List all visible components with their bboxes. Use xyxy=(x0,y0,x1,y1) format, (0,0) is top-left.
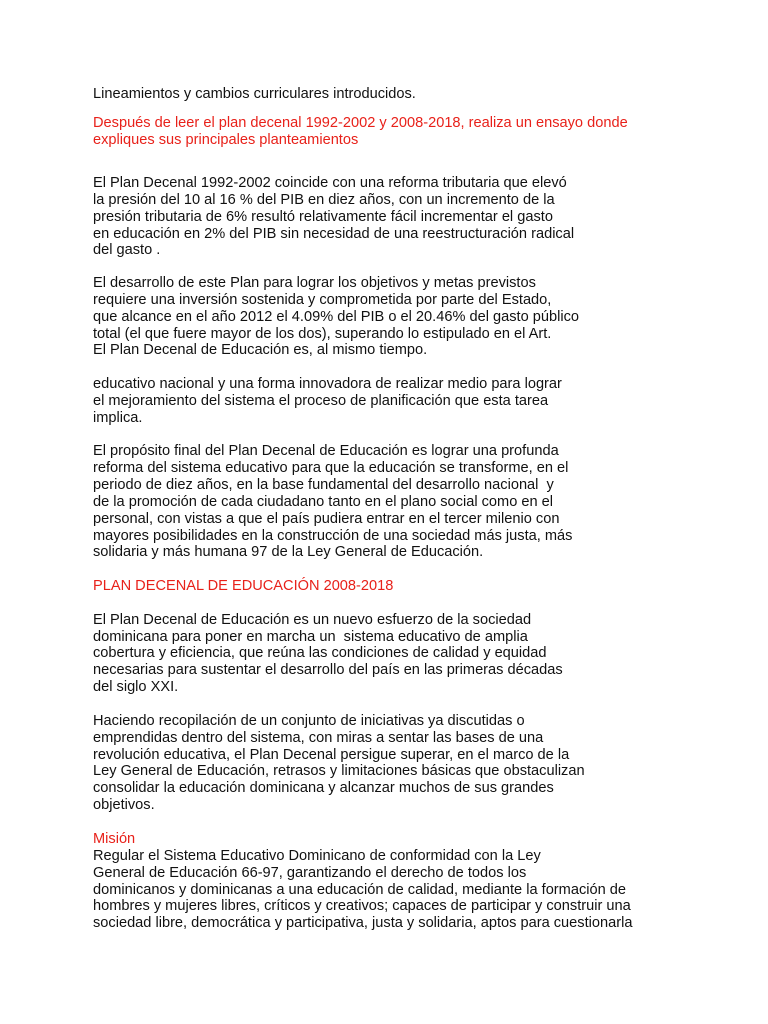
paragraph-line: solidaria y más humana 97 de la Ley General de Educación. xyxy=(93,544,484,560)
paragraph-line: revolución educativa, el Plan Decenal persigue superar, en el marco de la xyxy=(93,747,570,763)
paragraph-line: Haciendo recopilación de un conjunto de iniciativas ya discutidas o xyxy=(93,713,525,729)
paragraph-line: reforma del sistema educativo para que la educación se transforme, en el xyxy=(93,460,569,476)
paragraph-line: dominicanos y dominicanas a una educación de calidad, mediante la formación de xyxy=(93,882,626,898)
paragraph-line: El Plan Decenal de Educación es, al mismo tiempo. xyxy=(93,342,428,358)
intro-line: Lineamientos y cambios curriculares introducidos. xyxy=(93,86,416,102)
paragraph-line: objetivos. xyxy=(93,797,155,813)
paragraph-line: El propósito final del Plan Decenal de Educación es lograr una profunda xyxy=(93,443,559,459)
paragraph-line: que alcance en el año 2012 el 4.09% del PIB o el 20.46% del gasto público xyxy=(93,309,580,325)
paragraph-line: personal, con vistas a que el país pudiera entrar en el tercer milenio con xyxy=(93,511,560,527)
paragraph-line: General de Educación 66-97, garantizando el derecho de todos los xyxy=(93,865,527,881)
paragraph-line: la presión del 10 al 16 % del PIB en diez años, con un incremento de la xyxy=(93,192,555,208)
paragraph-line: requiere una inversión sostenida y comprometida por parte del Estado, xyxy=(93,292,552,308)
paragraph-line: Regular el Sistema Educativo Dominicano de conformidad con la Ley xyxy=(93,848,541,864)
paragraph-line: sociedad libre, democrática y participativa, justa y solidaria, aptos para cuestionarla xyxy=(93,915,633,931)
paragraph-line: presión tributaria de 6% resultó relativamente fácil incrementar el gasto xyxy=(93,209,553,225)
paragraph-line: El desarrollo de este Plan para lograr los objetivos y metas previstos xyxy=(93,275,536,291)
paragraph-line: hombres y mujeres libres, críticos y creativos; capaces de participar y construir una xyxy=(93,898,631,914)
paragraph-line: en educación en 2% del PIB sin necesidad de una reestructuración radical xyxy=(93,226,575,242)
section-heading-2008: PLAN DECENAL DE EDUCACIÓN 2008-2018 xyxy=(93,578,394,594)
paragraph-line: dominicana para poner en marcha un sistema educativo de amplia xyxy=(93,629,528,645)
paragraph-line: periodo de diez años, en la base fundamental del desarrollo nacional y xyxy=(93,477,554,493)
paragraph-line: emprendidas dentro del sistema, con miras a sentar las bases de una xyxy=(93,730,544,746)
paragraph-line: Ley General de Educación, retrasos y limitaciones básicas que obstaculizan xyxy=(93,763,585,779)
paragraph-line: educativo nacional y una forma innovadora de realizar medio para lograr xyxy=(93,376,562,392)
section-heading-mision: Misión xyxy=(93,831,136,847)
paragraph-line: consolidar la educación dominicana y alcanzar muchos de sus grandes xyxy=(93,780,554,796)
paragraph-line: mayores posibilidades en la construcción de una sociedad más justa, más xyxy=(93,528,573,544)
paragraph-line: implica. xyxy=(93,410,143,426)
paragraph-line: el mejoramiento del sistema el proceso de planificación que esta tarea xyxy=(93,393,549,409)
prompt-line: expliques sus principales planteamientos xyxy=(93,132,359,148)
prompt-line: Después de leer el plan decenal 1992-2002 y 2008-2018, realiza un ensayo donde xyxy=(93,115,628,131)
paragraph-line: necesarias para sustentar el desarrollo del país en las primeras décadas xyxy=(93,662,563,678)
paragraph-line: El Plan Decenal de Educación es un nuevo esfuerzo de la sociedad xyxy=(93,612,532,628)
paragraph-line: del siglo XXI. xyxy=(93,679,179,695)
paragraph-line: de la promoción de cada ciudadano tanto en el plano social como en el xyxy=(93,494,554,510)
paragraph-line: del gasto . xyxy=(93,242,161,258)
paragraph-line: cobertura y eficiencia, que reúna las condiciones de calidad y equidad xyxy=(93,645,547,661)
paragraph-line: El Plan Decenal 1992-2002 coincide con una reforma tributaria que elevó xyxy=(93,175,567,191)
paragraph-line: total (el que fuere mayor de los dos), superando lo estipulado en el Art. xyxy=(93,326,552,342)
